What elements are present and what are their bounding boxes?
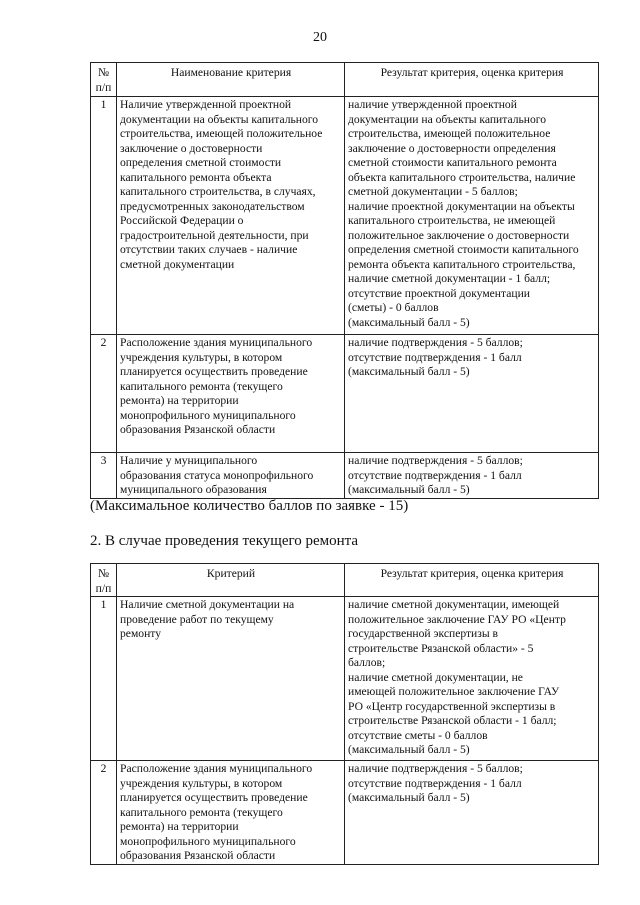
table-row [91, 453, 599, 499]
table-row [91, 761, 599, 865]
result-cell: наличие подтверждения - 5 баллов; отсутствие подтверждения - 1 балл (максимальный балл - 5) [345, 453, 599, 499]
table-row [91, 97, 599, 335]
criterion-cell: Расположение здания муниципального учреждения культуры, в котором планируется осуществить проведение капитального ремонта (текущего ремонта) на территории монопрофильного муниципального образования Рязанской области [117, 335, 345, 453]
row-number: 3 [91, 453, 117, 499]
result-cell: наличие утвержденной проектной документации на объекты капитального строительства, имеющей положительное заключение о достоверности определения сметной стоимости капитального ремонта объекта капитального строительства, наличие сметной документации - 5 баллов; наличие проектной документации на объекты капитального строительства, не имеющей положительное заключение о достоверности определения сметной стоимости капитального ремонта объекта капитального строительства, наличие сметной документации - 1 балл; отсутствие проектной документации (сметы) - 0 баллов (максимальный балл - 5) [345, 97, 599, 335]
table-row [91, 335, 599, 453]
result-cell: наличие подтверждения - 5 баллов; отсутствие подтверждения - 1 балл (максимальный балл - 5) [345, 761, 599, 865]
max-score-summary: (Максимальное количество баллов по заявке - 15) [90, 498, 409, 514]
column-header-result: Результат критерия, оценка критерия [345, 564, 599, 597]
column-header-number: № п/п [91, 63, 117, 97]
criterion-cell: Наличие у муниципального образования статуса монопрофильного муниципального образования [117, 453, 345, 499]
column-header-criterion: Критерий [117, 564, 345, 597]
result-cell: наличие сметной документации, имеющей положительное заключение ГАУ РО «Центр государственной экспертизы в строительстве Рязанской области» - 5 баллов; наличие сметной документации, не имеющей положительное заключение ГАУ РО «Центр государственной экспертизы в строительстве Рязанской области - 1 балл; отсутствие сметы - 0 баллов (максимальный балл - 5) [345, 597, 599, 761]
page-number: 20 [313, 30, 327, 45]
table-header-row [91, 63, 599, 97]
row-number: 1 [91, 597, 117, 761]
criterion-cell: Наличие утвержденной проектной документации на объекты капитального строительства, имеющей положительное заключение о достоверности определения сметной стоимости капитального ремонта объекта капитального строительства, в случаях, предусмотренных законодательством Российской Федерации о градостроительной деятельности, при отсутствии таких случаев - наличие сметной документации [117, 97, 345, 335]
criterion-cell: Расположение здания муниципального учреждения культуры, в котором планируется осуществить проведение капитального ремонта (текущего ремонта) на территории монопрофильного муниципального образования Рязанской области [117, 761, 345, 865]
table-row [91, 597, 599, 761]
criteria-table-capital-repair [90, 62, 599, 499]
column-header-result: Результат критерия, оценка критерия [345, 63, 599, 97]
table-header-row [91, 564, 599, 597]
section-heading: 2. В случае проведения текущего ремонта [90, 533, 359, 549]
result-cell: наличие подтверждения - 5 баллов; отсутствие подтверждения - 1 балл (максимальный балл - 5) [345, 335, 599, 453]
row-number: 2 [91, 761, 117, 865]
row-number: 2 [91, 335, 117, 453]
column-header-number: № п/п [91, 564, 117, 597]
row-number: 1 [91, 97, 117, 335]
criteria-table-current-repair [90, 563, 599, 865]
criterion-cell: Наличие сметной документации на проведение работ по текущему ремонту [117, 597, 345, 761]
column-header-criterion: Наименование критерия [117, 63, 345, 97]
